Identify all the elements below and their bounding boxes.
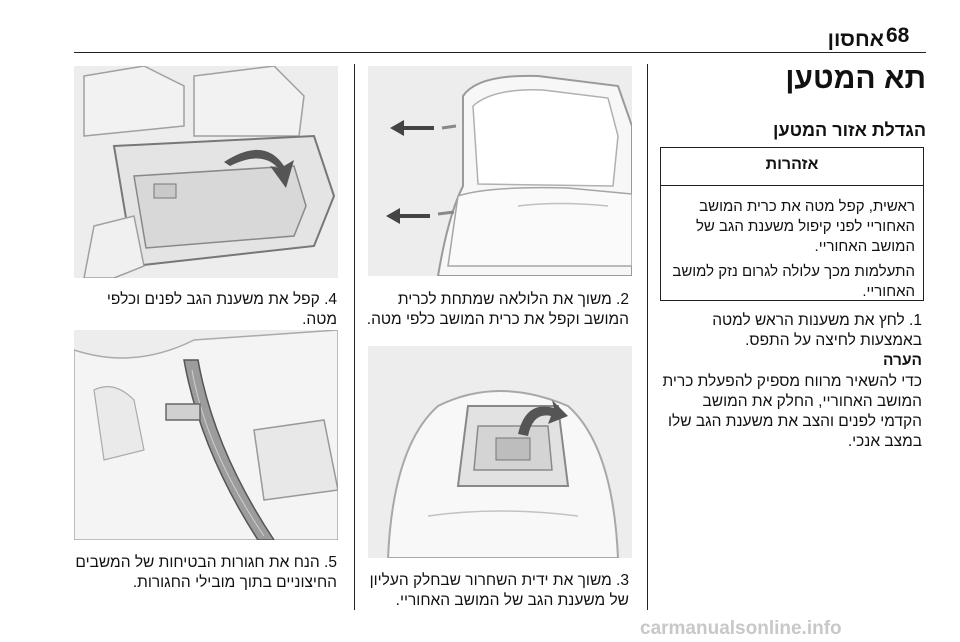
warning-box — [660, 147, 924, 301]
step-5: 5. הנח את חגורות הבטיחות של המשבים החיצוניים בתוך מובילי החגורות. — [75, 554, 337, 591]
column-divider-left — [354, 64, 355, 610]
figure-fold-backrest — [74, 66, 338, 278]
warning-paragraph-1: ראשית, קפל מטה את כרית המושב האחוריי לפני קיפול משענת הגב של המושב האחוריי. — [695, 198, 915, 255]
watermark: carmanualsonline.info — [640, 618, 842, 639]
step-4: 4. קפל את משענת הגב לפנים וכלפי מטה. — [106, 291, 337, 328]
figure-release-handle — [368, 346, 632, 558]
main-heading: תא המטען — [785, 62, 926, 95]
warning-title: אזהרות — [765, 156, 819, 173]
warning-paragraph-2: התעלמות מכך עלולה לגרום נזק למושב האחוריי. — [672, 263, 915, 300]
belt-guide — [166, 404, 200, 420]
figure-seat-belt-guide — [74, 330, 338, 540]
warning-divider — [661, 185, 923, 186]
step-1: 1. לחץ את משענות הראש למטה באמצעות לחיצה על התפס. — [712, 312, 922, 349]
header-rule — [74, 52, 926, 53]
step-3: 3. משוך את ידית השחרור שבחלק העליון של משענת הגב של המושב האחוריי. — [369, 572, 629, 609]
step-2: 2. משוך את הלולאה שמתחת לכרית המושב וקפל את כרית המושב כלפי מטה. — [366, 291, 629, 328]
sub-heading: הגדלת אזור המטען — [773, 120, 926, 140]
page-number: 68 — [886, 24, 910, 47]
section-title: אחסון — [827, 28, 884, 51]
note-text: כדי להשאיר מרווח מספיק להפעלת כרית המושב האחוריי, החלק את המושב הקדמי לפנים והצב את משענת הגב שלו במצב אנכי. — [662, 373, 922, 450]
column-divider-right — [647, 64, 648, 610]
note-label: הערה — [883, 352, 922, 369]
figure-seat-cushion-loop — [368, 66, 632, 276]
